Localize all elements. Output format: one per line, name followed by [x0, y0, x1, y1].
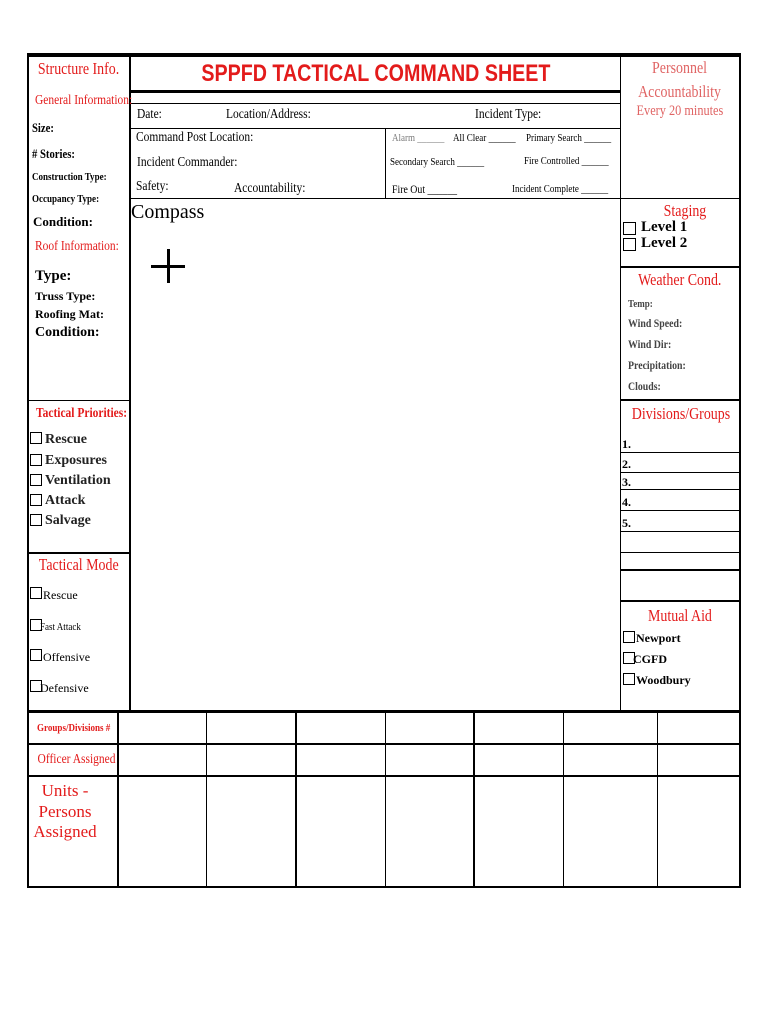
- priority-rescue-checkbox[interactable]: [30, 432, 42, 444]
- division-rule-2: [620, 472, 740, 473]
- top-thick-rule: [27, 53, 741, 57]
- mode-top-rule: [28, 552, 130, 554]
- date-label: Date:: [137, 107, 162, 122]
- table-rule-2: [27, 775, 741, 777]
- officer-assigned-row-label: Officer Assigned: [37, 752, 116, 767]
- construction-type-label: Construction Type:: [32, 171, 107, 183]
- personnel-line3: Every 20 minutes: [636, 103, 724, 119]
- division-rule-5: [620, 531, 740, 532]
- staging-level2-label: Level 2: [641, 235, 688, 251]
- location-label: Location/Address:: [226, 107, 311, 122]
- condition-label: Condition:: [33, 214, 93, 229]
- mode-offensive-checkbox[interactable]: [30, 649, 42, 661]
- benchmark-alarm: Alarm ______: [392, 132, 445, 144]
- staging-heading: Staging: [663, 201, 707, 220]
- mutual-aid-woodbury-checkbox[interactable]: [623, 673, 635, 685]
- size-label: Size:: [32, 120, 54, 135]
- division-rule-1: [620, 452, 740, 453]
- priority-exposures-label: Exposures: [45, 453, 107, 468]
- priority-ventilation-label: Ventilation: [45, 473, 111, 488]
- personnel-line2: Accountability: [638, 82, 722, 101]
- mode-defensive-label: Defensive: [40, 681, 89, 695]
- title-double-rule: [131, 90, 620, 93]
- mode-fast-attack-label: Fast Attack: [40, 621, 81, 633]
- mode-rescue-label: Rescue: [43, 588, 78, 602]
- left-column-divider: [129, 57, 131, 711]
- priority-salvage-checkbox[interactable]: [30, 514, 42, 526]
- accountability-label: Accountability:: [234, 181, 306, 196]
- mode-rescue-checkbox[interactable]: [30, 587, 42, 599]
- division-rule-3: [620, 489, 740, 490]
- staging-top-rule: [620, 198, 740, 199]
- personnel-line1: Personnel: [652, 58, 708, 77]
- weather-precipitation-label: Precipitation:: [628, 358, 686, 372]
- division-rule-7: [620, 569, 740, 571]
- benchmark-all-clear: All Clear ______: [453, 132, 516, 144]
- tactical-priorities-heading: Tactical Priorities:: [36, 406, 128, 421]
- benchmark-incident-complete: Incident Complete ______: [512, 183, 609, 195]
- weather-wind-dir-label: Wind Dir:: [628, 337, 672, 351]
- table-col-7: [657, 713, 658, 888]
- priority-exposures-checkbox[interactable]: [30, 454, 42, 466]
- mutual-aid-newport-label: Newport: [636, 631, 681, 645]
- weather-wind-speed-label: Wind Speed:: [628, 316, 683, 330]
- priority-salvage-label: Salvage: [45, 513, 91, 528]
- mutual-aid-newport-checkbox[interactable]: [623, 631, 635, 643]
- staging-level1-checkbox[interactable]: [623, 222, 636, 235]
- weather-heading: Weather Cond.: [638, 270, 722, 289]
- benchmark-secondary-search: Secondary Search ______: [390, 156, 485, 168]
- date-row-top-rule: [131, 103, 620, 104]
- mutual-aid-woodbury-label: Woodbury: [636, 673, 691, 687]
- truss-type-label: Truss Type:: [35, 289, 96, 303]
- compass-cross-icon: [151, 249, 185, 283]
- mutual-aid-heading: Mutual Aid: [648, 606, 712, 625]
- mode-offensive-label: Offensive: [43, 650, 91, 664]
- priority-attack-checkbox[interactable]: [30, 494, 42, 506]
- priority-attack-label: Attack: [45, 493, 86, 508]
- incident-type-label: Incident Type:: [475, 107, 542, 122]
- outer-bottom-border: [27, 886, 741, 888]
- benchmark-fire-out: Fire Out ______: [392, 182, 458, 196]
- staging-level1-label: Level 1: [641, 219, 688, 235]
- roof-type-label: Type:: [35, 268, 72, 284]
- weather-temp-label: Temp:: [628, 298, 653, 310]
- groups-divisions-row-label: Groups/Divisions #: [37, 722, 111, 734]
- compass-label: Compass: [131, 201, 205, 223]
- weather-top-rule: [620, 266, 740, 268]
- table-rule-1: [27, 743, 741, 745]
- weather-clouds-label: Clouds:: [628, 379, 661, 393]
- division-rule-6: [620, 552, 740, 553]
- safety-label: Safety:: [136, 179, 169, 194]
- table-col-3: [295, 713, 297, 888]
- roof-info-heading: Roof Information:: [35, 239, 119, 254]
- division-row-2[interactable]: 2.: [622, 457, 631, 471]
- table-col-6: [563, 713, 564, 888]
- divisions-heading: Divisions/Groups: [631, 404, 731, 423]
- division-row-1[interactable]: 1.: [622, 437, 631, 451]
- benchmark-divider: [385, 128, 386, 198]
- main-bottom-thick-rule: [27, 710, 741, 713]
- occupancy-type-label: Occupancy Type:: [32, 193, 100, 205]
- units-row-label-line3: Assigned: [33, 822, 97, 841]
- table-col-1: [117, 713, 119, 888]
- units-row-label-line1: Units -: [41, 781, 89, 800]
- roof-condition-label: Condition:: [35, 325, 100, 340]
- tactical-mode-heading: Tactical Mode: [39, 555, 119, 574]
- sheet-title: SPPFD TACTICAL COMMAND SHEET: [200, 60, 551, 87]
- units-row-label-line2: Persons: [38, 802, 92, 821]
- division-rule-4: [620, 510, 740, 511]
- benchmark-fire-controlled: Fire Controlled ______: [524, 155, 609, 167]
- table-col-2: [206, 713, 207, 888]
- date-row-bottom-rule: [131, 128, 620, 129]
- staging-level2-checkbox[interactable]: [623, 238, 636, 251]
- stories-label: # Stories:: [32, 146, 75, 161]
- command-row-bottom-rule: [131, 198, 621, 199]
- command-post-label: Command Post Location:: [136, 130, 254, 145]
- incident-commander-label: Incident Commander:: [137, 155, 238, 170]
- table-col-4: [385, 713, 386, 888]
- division-row-4[interactable]: 4.: [622, 495, 631, 509]
- general-info-heading: General Information:: [35, 93, 133, 108]
- priorities-top-rule: [28, 400, 130, 401]
- priority-rescue-label: Rescue: [45, 432, 87, 447]
- division-row-3[interactable]: 3.: [622, 475, 631, 489]
- table-col-5: [473, 713, 475, 888]
- priority-ventilation-checkbox[interactable]: [30, 474, 42, 486]
- roofing-mat-label: Roofing Mat:: [35, 307, 104, 321]
- mutual-aid-cgfd-label: CGFD: [633, 652, 667, 666]
- structure-info-heading: Structure Info.: [38, 59, 120, 78]
- benchmark-primary-search: Primary Search ______: [526, 132, 612, 144]
- divisions-top-rule: [620, 399, 740, 401]
- mutual-aid-top-rule: [620, 600, 740, 602]
- division-row-5[interactable]: 5.: [622, 516, 631, 530]
